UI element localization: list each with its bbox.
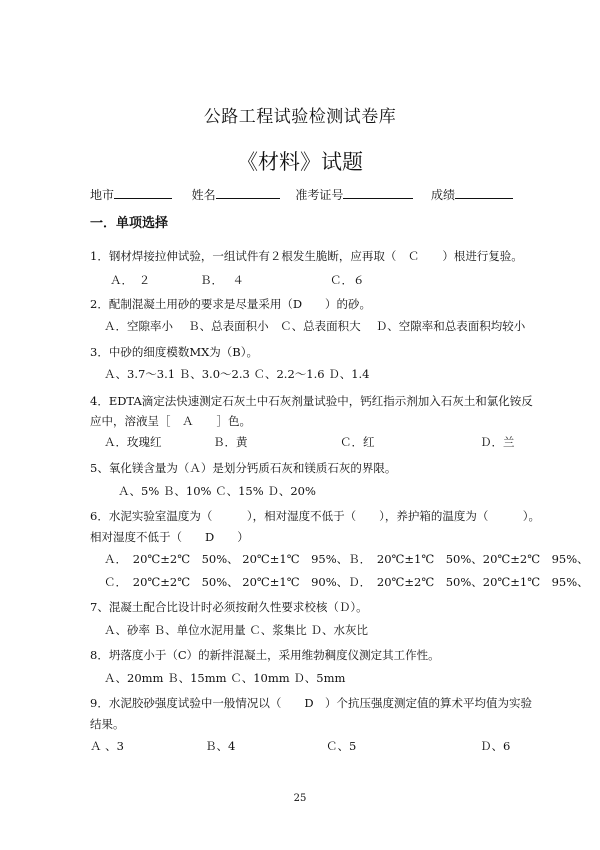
question-9-line-2: 结果。 [90,717,125,731]
page-subtitle: 《材料》试题 [237,150,363,174]
q6-options-line-2: Ｃ． 20℃±2℃ 50%、 20℃±1℃ 90%、Ｄ． 20℃±2℃ 50%、20℃±1℃ 95%、 [104,575,589,589]
exam-no-blank[interactable] [343,186,413,199]
question-1: 1．钢材焊接拉伸试验，一组试件有２根发生脆断，应再取（ Ｃ ）根进行复验。 [90,249,523,263]
exam-no-label: 准考证号 [295,188,344,202]
q9-option-c: Ｃ、5 [326,739,357,753]
location-blank[interactable] [114,186,172,199]
q4-option-c: Ｃ．红 [340,435,375,449]
q9-option-b: Ｂ、4 [205,739,236,753]
q7-options: Ａ、砂率 Ｂ、单位水泥用量 Ｃ、浆集比 Ｄ、水灰比 [104,623,368,637]
page-number: 25 [293,793,307,804]
location-label: 地市 [90,188,115,202]
q1-option-b: Ｂ． ４ [200,273,244,287]
q1-option-a: Ａ． ２ [110,273,151,287]
question-6-line-2: 相对湿度不低于（ D ） [90,530,249,544]
name-label: 姓名 [191,188,216,202]
question-6-line-1: 6．水泥实验室温度为（ ），相对湿度不低于（ ），养护箱的温度为（ ）。 [90,509,541,523]
question-3: 3．中砂的细度模数MX为（B）。 [90,345,258,359]
q6-options-line-1: Ａ． 20℃±2℃ 50%、 20℃±1℃ 95%、Ｂ． 20℃±1℃ 50%、20℃±2℃ 95%、 [104,552,589,566]
q9-option-a: Ａ 、3 [90,739,124,753]
score-label: 成绩 [431,188,456,202]
q4-option-a: Ａ．玫瑰红 [104,435,162,449]
question-5: 5、氧化镁含量为（Ａ）是划分钙质石灰和镁质石灰的界限。 [90,461,397,475]
name-blank[interactable] [216,186,280,199]
q3-options: Ａ、3.7～3.1 Ｂ、3.0～2.3 Ｃ、2.2～1.6 Ｄ、1.4 [104,367,370,381]
question-7: 7、混凝土配合比设计时必须按耐久性要求校核（Ｄ）。 [90,600,368,614]
section-title: 一．单项选择 [90,216,169,231]
score-blank[interactable] [455,186,513,199]
question-4-line-1: 4．EDTA滴定法快速测定石灰土中石灰剂量试验中，钙红指示剂加入石灰土和氯化铵反 [90,394,533,408]
q4-option-b: Ｂ．黄 [213,435,248,449]
q8-options: Ａ、20mm Ｂ、15mm Ｃ、10mm Ｄ、5mm [104,671,346,685]
question-4-line-2: 应中，溶液呈［ Ａ ］色。 [90,414,251,428]
q1-option-c: Ｃ．６ [330,273,365,287]
info-fields [90,186,513,203]
page-title: 公路工程试验检测试卷库 [203,107,397,127]
question-2: 2．配制混凝土用砂的要求是尽量采用（D ）的砂。 [90,297,372,311]
q5-options: Ａ、5% Ｂ、10% Ｃ、15% Ｄ、20% [118,484,316,498]
question-8: 8．坍落度小于（C）的新拌混凝土，采用维勃稠度仪测定其工作性。 [90,648,440,662]
q2-options: Ａ．空隙率小 Ｂ、总表面积小 Ｃ、总表面积大 Ｄ、空隙率和总表面积均较小 [104,319,526,333]
q4-option-d: Ｄ．兰 [480,435,515,449]
q9-option-d: Ｄ、6 [480,739,511,753]
question-9-line-1: 9．水泥胶砂强度试验中一般情况以（ D ）个抗压强度测定值的算术平均值为实验 [90,696,533,710]
